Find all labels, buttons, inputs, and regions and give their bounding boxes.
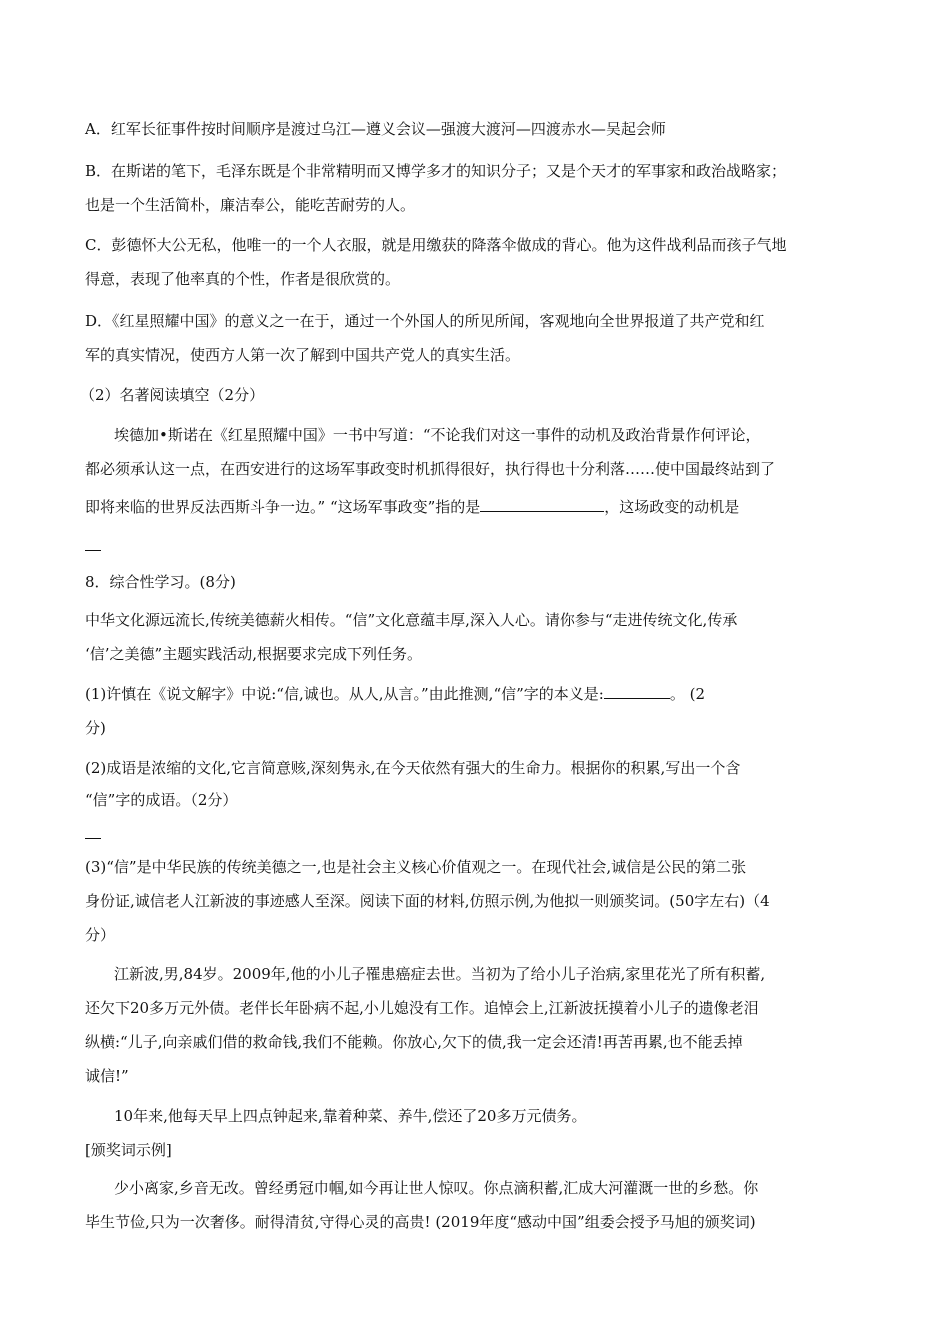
option-b-line-2: 也是一个生活简朴，廉洁奉公，能吃苦耐劳的人。: [85, 196, 416, 214]
q2-text-line-2: 都必须承认这一点，在西安进行的这场军事政变时机抓得很好，执行得也十分利落……使中国最终站到了: [85, 460, 776, 478]
q8-part3-line-2: 身份证,诚信老人江新波的事迹感人至深。阅读下面的材料,仿照示例,为他拟一则颁奖词。(50字左右)（4: [85, 892, 770, 910]
example-heading: [颁奖词示例]: [85, 1141, 172, 1159]
option-c-line-1: C．彭德怀大公无私，他唯一的一个人衣服，就是用缴获的降落伞做成的背心。他为这件战利品而孩子气地: [85, 236, 787, 254]
q2-text-line-3-start: 即将来临的世界反法西斯斗争一边。” “这场军事政变”指的是: [85, 498, 481, 516]
q8-part3-line-3: 分）: [85, 926, 116, 944]
q8-intro-line-1: 中华文化源远流长,传统美德薪火相传。“信”文化意蕴丰厚,深入人心。请你参与“走进传统文化,传承: [85, 611, 738, 629]
q8-intro-line-2: ‘信’之美德”主题实践活动,根据要求完成下列任务。: [85, 645, 422, 663]
q8-part1-score: 。 (2: [669, 685, 706, 703]
q2-text-line-1: 埃德加•斯诺在《红星照耀中国》一书中写道：“不论我们对这一事件的动机及政治背景作何评论，: [114, 426, 761, 444]
example-line-1: 少小离家,乡音无改。曾经勇冠巾帼,如今再让世人惊叹。你点滴积蓄,汇成大河灌溉一世的乡愁。你: [114, 1179, 759, 1197]
q8-part2-answer-blank[interactable]: [85, 838, 101, 839]
story-line-1: 江新波,男,84岁。2009年,他的小儿子罹患癌症去世。当初为了给小儿子治病,家里花光了所有积蓄,: [114, 965, 766, 983]
q8-part1-question: (1)许慎在《说文解字》中说:“信,诚也。从人,从言。”由此推测,“信”字的本义是:: [85, 685, 604, 703]
q8-part1-line-1: [85, 683, 705, 705]
q2-heading: （2）名著阅读填空（2分）: [80, 386, 265, 404]
q2-text-line-3: [85, 496, 739, 518]
story-line-3: 纵横:“儿子,向亲戚们借的救命钱,我们不能赖。你放心,欠下的债,我一定会还清!再苦再累,也不能丢掉: [85, 1033, 743, 1051]
story-line-5: 10年来,他每天早上四点钟起来,靠着种菜、养牛,偿还了20多万元债务。: [114, 1107, 587, 1125]
q8-part2-line-2: “信”字的成语。（2分）: [85, 791, 238, 809]
option-c-line-2: 得意，表现了他率真的个性，作者是很欣赏的。: [85, 270, 401, 288]
q2-answer-blank-1[interactable]: [480, 497, 604, 512]
q8-part2-line-1: (2)成语是浓缩的文化,它言简意赅,深刻隽永,在今天依然有强大的生命力。根据你的积累,写出一个含: [85, 759, 741, 777]
option-a: A．红军长征事件按时间顺序是渡过乌江—遵义会议—强渡大渡河—四渡赤水—吴起会师: [85, 120, 666, 138]
q2-answer-blank-2[interactable]: [85, 550, 101, 551]
option-b-line-1: B．在斯诺的笔下，毛泽东既是个非常精明而又博学多才的知识分子；又是个天才的军事家和政治战略家；: [85, 162, 787, 180]
q8-part1-line-2: 分): [85, 719, 106, 737]
story-line-4: 诚信!”: [85, 1067, 129, 1085]
q8-part1-answer-blank[interactable]: [604, 684, 670, 699]
q8-part3-line-1: (3)“信”是中华民族的传统美德之一,也是社会主义核心价值观之一。在现代社会,诚信是公民的第二张: [85, 858, 747, 876]
q2-text-line-3-end: ，这场政变的动机是: [604, 498, 740, 516]
story-line-2: 还欠下20多万元外债。老伴长年卧病不起,小儿媳没有工作。追悼会上,江新波抚摸着小儿子的遗像老泪: [85, 999, 759, 1017]
option-d-line-1: D．《红星照耀中国》的意义之一在于，通过一个外国人的所见所闻，客观地向全世界报道了共产党和红: [85, 312, 765, 330]
example-line-2: 毕生节俭,只为一次奢侈。耐得清贫,守得心灵的高贵! (2019年度“感动中国”组委会授予马旭的颁奖词): [85, 1213, 756, 1231]
q8-heading: 8．综合性学习。(8分): [85, 573, 236, 591]
option-d-line-2: 军的真实情况，使西方人第一次了解到中国共产党人的真实生活。: [85, 346, 521, 364]
